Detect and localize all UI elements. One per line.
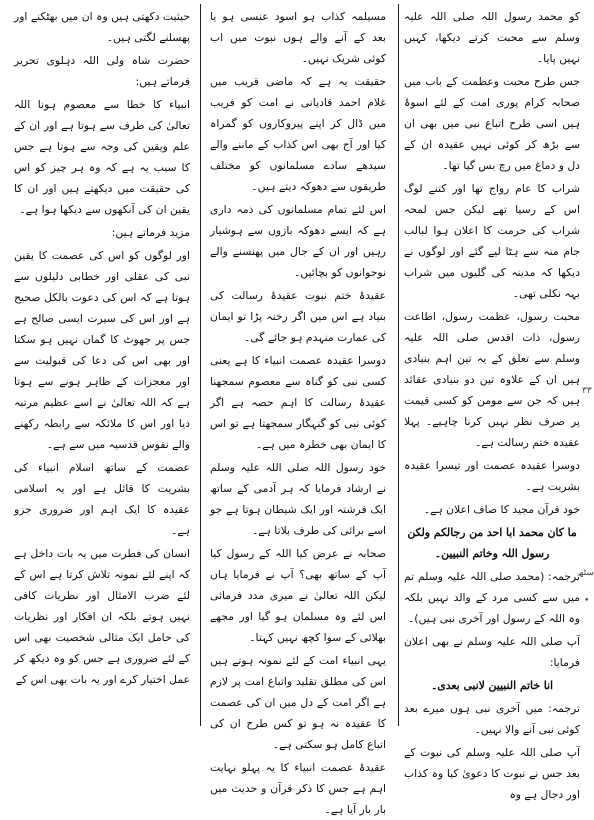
paragraph: حیثیت دکھتی ہیں وہ ان میں بھٹکنے اور پھسلنے لگتی ہیں۔ xyxy=(13,10,190,44)
margin-note-mark: ٣٣ xyxy=(582,386,592,396)
paragraph: خود قرآن مجید کا صاف اعلان ہے۔ xyxy=(423,503,580,516)
paragraph: عصمت کے ساتھ اسلام انبیاء کی بشریت کا قائل ہے اور یہ اسلامی عقیدہ کا ایک اہم اور ضروری جزو ہے۔ xyxy=(14,461,190,537)
margin-note-mark: سٹھ xyxy=(578,568,594,578)
paragraph: ترجمہ: (محمد صلی اللہ علیہ وسلم تم میں سے کسی مرد کے والد نہیں بلکہ وہ اللہ کے رسول اور آخری نبی ہیں)۔ xyxy=(404,570,580,625)
paragraph: آپ صلی اللہ علیہ وسلم نے بھی اعلان فرمایا: xyxy=(404,635,580,669)
paragraph: ترجمہ: میں آخری نبی ہوں میرے بعد کوئی نبی آنے والا نہیں۔ xyxy=(404,702,580,736)
paragraph: اس لئے تمام مسلمانوں کی ذمہ داری ہے کہ ایسے دھوکہ بازوں سے ہوشیار رہیں اور ان کے جال میں پھنسنے والے نوجوانوں کو بچائیں۔ xyxy=(210,203,386,279)
paragraph: مزید فرماتے ہیں: xyxy=(111,226,190,239)
text-column-right xyxy=(404,6,580,801)
paragraph: عقیدۂ ختم نبوت عقیدۂ رسالت کی بنیاد ہے اس میں اگر رخنہ پڑا تو ایمان کی عمارت منہدم ہو جائے گی۔ xyxy=(210,289,386,344)
paragraph: ما کان محمد ابا احد من رجالکم ولکن رسول اللہ وخاتم النبیین۔ xyxy=(407,526,577,560)
paragraph: خود رسول اللہ صلی اللہ علیہ وسلم نے ارشاد فرمایا کہ ہر آدمی کے ساتھ ایک فرشتہ اور ایک شیطان ہوتا ہے جو اسے برائی کی طرف بلاتا ہے۔ xyxy=(210,461,386,537)
paragraph: صحابہ نے عرض کیا اللہ کے رسول کیا آپ کے ساتھ بھی؟ آپ نے فرمایا ہاں لیکن اللہ تعالیٰ نے میری مدد فرمائی اس لئے وہ مسلمان ہو گیا اور مجھے بھلائی کے سوا کچھ نہیں کہتا۔ xyxy=(210,547,386,644)
paragraph: انبیاء کا خطا سے معصوم ہونا اللہ تعالیٰ کی طرف سے ہوتا ہے اور ان کے علم ویقین کی وجہ سے ہوتا ہے جس کا سبب یہ ہے کہ وہ ہر چیز کو اس کی حقیقت میں دیکھتے ہیں اور ان کا یقین ان کی آنکھوں سے دیکھا ہوا ہے۔ xyxy=(14,98,190,216)
paragraph: محبت رسول، عظمت رسول، اطاعت رسول، ذات اقدس صلی اللہ علیہ وسلم سے تعلق کے یہ تین اہم بنیادی ہیں ان کے علاوہ تین دو بنیادی عقائد ہیں کہ جن سے مومن کو کسی قیمت پر صرف نظر نہیں کرنا چاہیے۔ پہلا عقیدہ ختم رسالت ہے۔ xyxy=(404,310,580,449)
paragraph: آپ صلی اللہ علیہ وسلم کی نبوت کے بعد جس نے نبوت کا دعویٰ کیا وہ کذاب اور دجال ہے وہ xyxy=(404,746,580,801)
paragraph: حقیقت یہ ہے کہ ماضی قریب میں غلام احمد قادیانی نے امت کو فریب میں ڈال کر اپنے پیروکاروں کو گمراہ کیا اور آج بھی اس کذاب کے ماننے والے سیدھے سادے مسلمانوں کو مختلف طریقوں سے دھوکہ دیتے ہیں۔ xyxy=(210,75,386,193)
text-column-middle xyxy=(210,6,386,816)
text-column-left xyxy=(14,6,190,724)
paragraph: حضرت شاہ ولی اللہ دہلوی تحریر فرماتے ہیں: xyxy=(14,54,190,88)
column-divider-right xyxy=(398,4,399,726)
paragraph: دوسرا عقیدہ عصمت انبیاء کا ہے یعنی کسی نبی کو گناہ سے معصوم سمجھنا عقیدۂ رسالت کا اہم حصہ ہے اگر کوئی نبی کو گنہگار سمجھتا ہے تو اس کا ایمان بھی خطرہ میں ہے۔ xyxy=(210,354,386,451)
paragraph: شراب کا عام رواج تھا اور کتنے لوگ اس کے رسیا تھے لیکن جس لمحہ شراب کی حرمت کا اعلان ہوا لبالب جام منہ سے ہٹا لیے گئے اور لوگوں نے دیکھا کہ مدینہ کی گلیوں میں شراب بہہ نکلی تھی۔ xyxy=(404,182,580,300)
paragraph: عقیدۂ عصمت انبیاء کا یہ پہلو نہایت اہم ہے جس کا ذکر قرآن و حدیث میں بار بار آیا ہے۔ xyxy=(210,761,386,816)
paragraph: کو محمد رسول اللہ صلی اللہ علیہ وسلم سے محبت کرتے دیکھا، کہیں نہیں پایا۔ xyxy=(404,10,580,65)
paragraph: مسیلمہ کذاب ہو اسود عنسی ہو یا بعد کے آنے والے ہوں نبوت میں اب کوئی شریک نہیں۔ xyxy=(210,10,386,65)
paragraph: انسان کی فطرت میں یہ بات داخل ہے کہ اپنے لئے نمونہ تلاش کرتا ہے اس کے لئے ضرب الامثال اور نظریات کافی نہیں ہوتے بلکہ ان افکار اور نظریات کی حامل ایک مثالی شخصیت بھی اس کے لئے ضروری ہے جس کو وہ دیکھ کر عمل اختیار کرے اور یہ بات بھی اس کے xyxy=(14,547,190,686)
paragraph: یہی انبیاء امت کے لئے نمونہ ہوتے ہیں اس کی مطلق تقلید واتباع امت پر لازم ہے اگر امت کے دل میں ان کی عصمت کا عقیدہ نہ ہو تو کس طرح ان کی اتباع کامل ہو سکتی ہے۔ xyxy=(210,654,386,751)
margin-bullet-mark: • xyxy=(584,596,590,606)
paragraph: دوسرا عقیدہ عصمت اور تیسرا عقیدہ بشریت ہے۔ xyxy=(404,459,580,493)
paragraph: جس طرح محبت وعظمت کے باب میں صحابہ کرام پوری امت کے لئے اسوۂ ہیں اسی طرح اتباع نبی میں بھی ان سے بڑھ کر کوئی نہیں عقیدہ ان کے دل و دماغ میں رچ بس گیا تھا۔ xyxy=(404,75,580,172)
paragraph: انا خاتم النبیین لانبی بعدی۔ xyxy=(430,679,554,692)
paragraph: اور لوگوں کو اس کی عصمت کا یقین نبی کی عقلی اور خطابی دلیلوں سے ہوتا ہے کہ اس کی دعوت بالکل صحیح ہے اور اس کی سیرت ایسی صالح ہے جس پر جھوٹ کا گمان نہیں ہو سکتا اور بھی اس کی دعا کی قبولیت سے اور معجزات کے ظاہر ہونے سے ہوتا ہے کہ اللہ تعالیٰ نے اسے عظیم مرتبہ دیا اور اس کا ملائکہ سے رابطہ رکھنے والے نفوس قدسیہ میں سے ہے۔ xyxy=(14,249,190,451)
column-divider-left xyxy=(200,4,201,726)
